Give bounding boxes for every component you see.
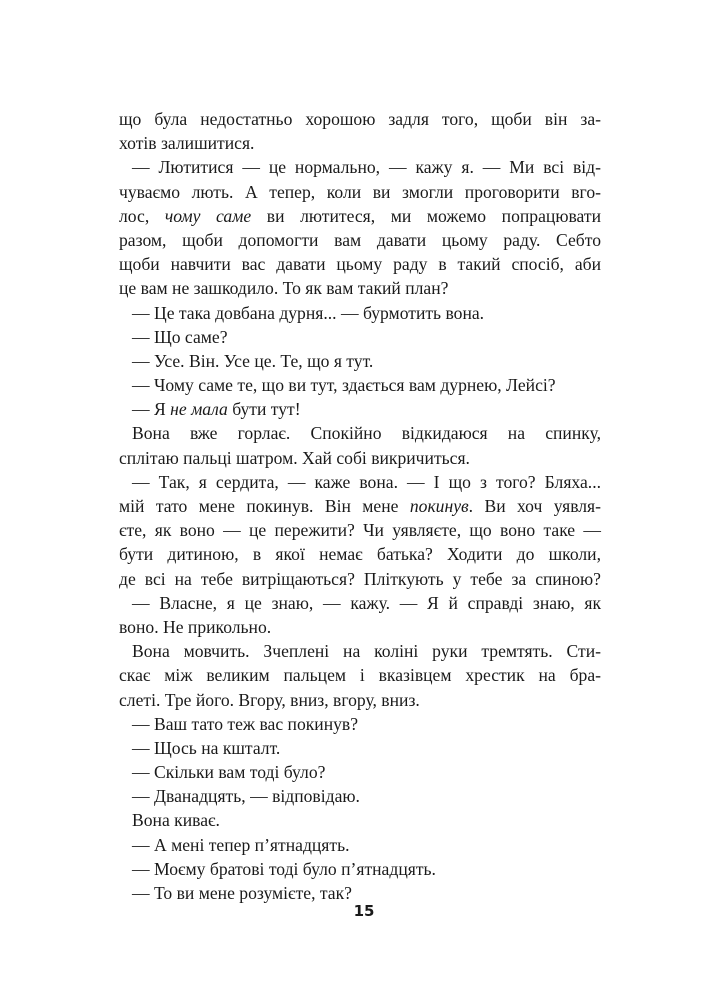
- text-fragment: ви лютитеся, ми можемо попрацювати: [251, 205, 601, 226]
- text-fragment: мій тато мене покинув. Він мене: [119, 496, 410, 516]
- text-line: [119, 397, 601, 421]
- text-line: — Так, я сердита, — каже вона. — І що з того? Бляха...: [132, 471, 601, 492]
- italic-fragment: покинув: [409, 496, 469, 516]
- text-line: — Це така довбана дурня... — бурмотить вона.: [132, 302, 485, 323]
- text-line: — Чому саме те, що ви тут, здається вам дурнею, Лейсі?: [132, 375, 556, 396]
- text-fragment: — Я: [132, 399, 171, 420]
- text-line: — Лютитися — це нормально, — кажу я. — Ми всі від-: [132, 157, 601, 178]
- page-number: 15: [353, 902, 375, 920]
- book-page-body: [119, 107, 601, 905]
- text-line: бути дитиною, в якої немає батька? Ходити до школи,: [119, 544, 601, 565]
- text-fragment: . Ви хоч уявля-: [468, 496, 601, 516]
- text-line: — Скільки вам тоді було?: [132, 762, 326, 783]
- text-line: — Моєму братові тоді було п’ятнадцять.: [132, 858, 436, 879]
- text-line: Вона киває.: [132, 810, 220, 831]
- text-line: це вам не зашкодило. То як вам такий план?: [119, 278, 449, 299]
- text-line: що була недостатньо хорошою задля того, щоби він за-: [119, 109, 601, 129]
- text-line: [119, 204, 601, 228]
- text-line: воно. Не прикольно.: [119, 616, 272, 637]
- text-line: — Усе. Він. Усе це. Те, що я тут.: [132, 350, 374, 371]
- text-line: єте, як воно — це пережити? Чи уявляєте, що воно таке —: [119, 520, 601, 541]
- italic-fragment: чому саме: [164, 205, 252, 226]
- text-line: — Дванадцять, — відповідаю.: [132, 786, 360, 807]
- text-line: [119, 494, 601, 518]
- text-line: разом, щоби допомогти вам давати цьому раду. Себто: [119, 229, 601, 250]
- text-line: — Ваш тато теж вас покинув?: [132, 713, 359, 734]
- text-fragment: лос,: [119, 205, 165, 226]
- text-line: чуваємо лють. А тепер, коли ви змогли проговорити вго-: [119, 181, 601, 202]
- text-line: хотів залишитися.: [119, 133, 255, 154]
- text-line: Вона вже горлає. Спокійно відкидаюся на спинку,: [132, 423, 601, 444]
- text-line: щоби навчити вас давати цьому раду в такий спосіб, аби: [119, 254, 601, 275]
- text-line: слеті. Тре його. Вгору, вниз, вгору, вниз.: [119, 689, 420, 710]
- text-line: — То ви мене розумієте, так?: [132, 883, 352, 903]
- text-fragment: бути тут!: [227, 399, 301, 420]
- text-line: Вона мовчить. Зчеплені на коліні руки тремтять. Сти-: [132, 641, 601, 662]
- text-line: — А мені тепер п’ятнадцять.: [132, 834, 350, 855]
- text-line: скає між великим пальцем і вказівцем хрестик на бра-: [119, 665, 601, 686]
- text-line: сплітаю пальці шатром. Хай собі викричиться.: [119, 447, 470, 468]
- text-line: — Власне, я це знаю, — кажу. — Я й справді знаю, як: [132, 592, 601, 613]
- text-line: — Щось на кшталт.: [132, 737, 281, 758]
- italic-fragment: не мала: [170, 399, 228, 420]
- text-line: — Що саме?: [132, 326, 228, 347]
- text-line: де всі на тебе витріщаються? Пліткують у тебе за спиною?: [119, 568, 601, 589]
